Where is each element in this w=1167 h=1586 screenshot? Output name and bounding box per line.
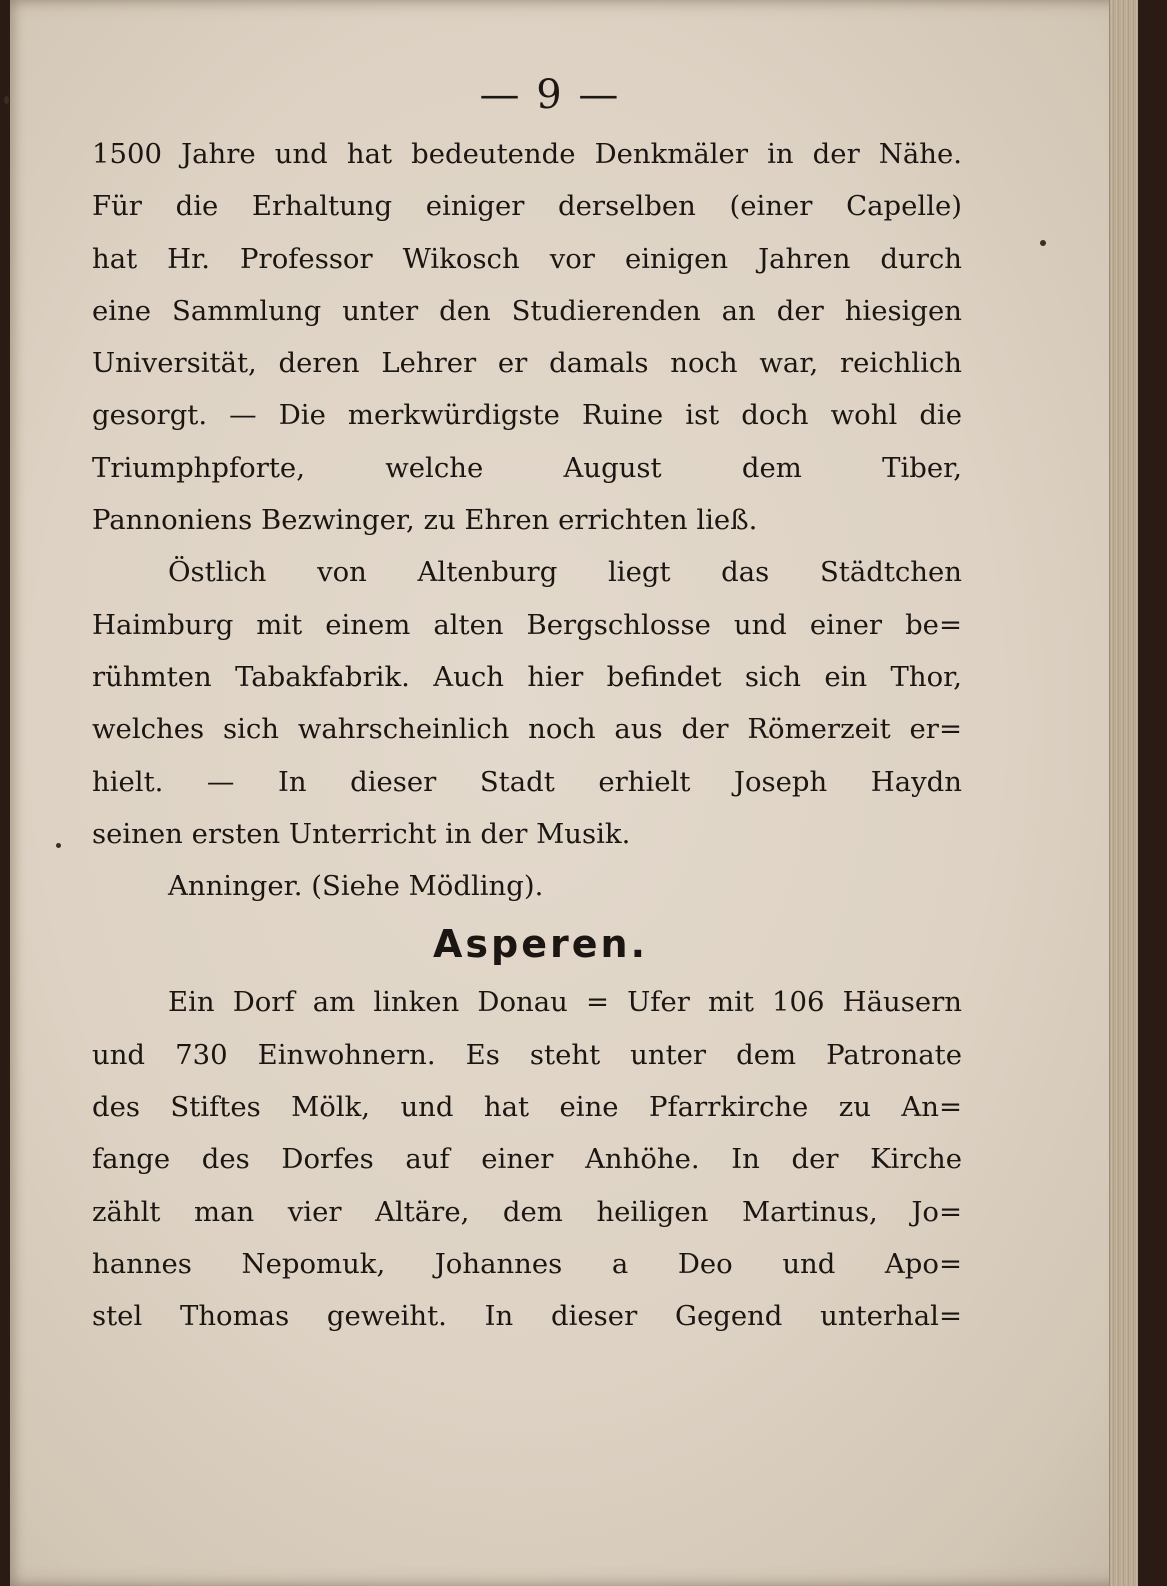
body-text (92, 128, 962, 1343)
text-line: Haimburg mit einem alten Bergschlosse und einer be= (92, 608, 962, 641)
text-line: welches sich wahrscheinlich noch aus der Römerzeit er= (92, 713, 962, 746)
text-line: fange des Dorfes auf einer Anhöhe. In der Kirche (92, 1143, 962, 1176)
text-line: hielt. — In dieser Stadt erhielt Joseph Haydn (92, 765, 962, 798)
text-line: Triumphpforte, welche August dem Tiber, (92, 451, 962, 484)
ink-spot (1040, 240, 1046, 246)
page-edge-stack (1109, 0, 1138, 1586)
ink-spot (56, 843, 61, 848)
text-line: stel Thomas geweiht. In dieser Gegend unterhal= (92, 1300, 962, 1333)
page-number: — 9 — (479, 72, 621, 118)
text-line: Universität, deren Lehrer er damals noch war, reichlich (92, 347, 962, 380)
text-line: Für die Erhaltung einiger derselben (einer Capelle) (92, 190, 962, 223)
text-line: gesorgt. — Die merkwürdigste Ruine ist doch wohl die (92, 399, 962, 432)
ink-spot (4, 96, 9, 104)
text-line: Ein Dorf am linken Donau = Ufer mit 106 Häusern (168, 986, 962, 1019)
text-line: hannes Nepomuk, Johannes a Deo und Apo= (92, 1247, 962, 1280)
text-line: seinen ersten Unterricht in der Musik. (92, 817, 631, 850)
text-line: Östlich von Altenburg liegt das Städtchen (168, 556, 962, 589)
text-line: zählt man vier Altäre, dem heiligen Martinus, Jo= (92, 1195, 962, 1228)
text-line: des Stiftes Mölk, und hat eine Pfarrkirche zu An= (92, 1091, 962, 1124)
text-line: und 730 Einwohnern. Es steht unter dem Patronate (92, 1038, 962, 1071)
text-line: eine Sammlung unter den Studierenden an der hiesigen (92, 294, 962, 327)
text-line: rühmten Tabakfabrik. Auch hier befindet sich ein Thor, (92, 660, 962, 693)
section-heading: Asperen. (433, 922, 649, 967)
text-line: 1500 Jahre und hat bedeutende Denkmäler in der Nähe. (92, 138, 962, 170)
text-line: Pannoniens Bezwinger, zu Ehren errichten ließ. (92, 504, 758, 537)
text-line: hat Hr. Professor Wikosch vor einigen Jahren durch (92, 242, 962, 275)
text-line: Anninger. (Siehe Mödling). (168, 870, 544, 903)
